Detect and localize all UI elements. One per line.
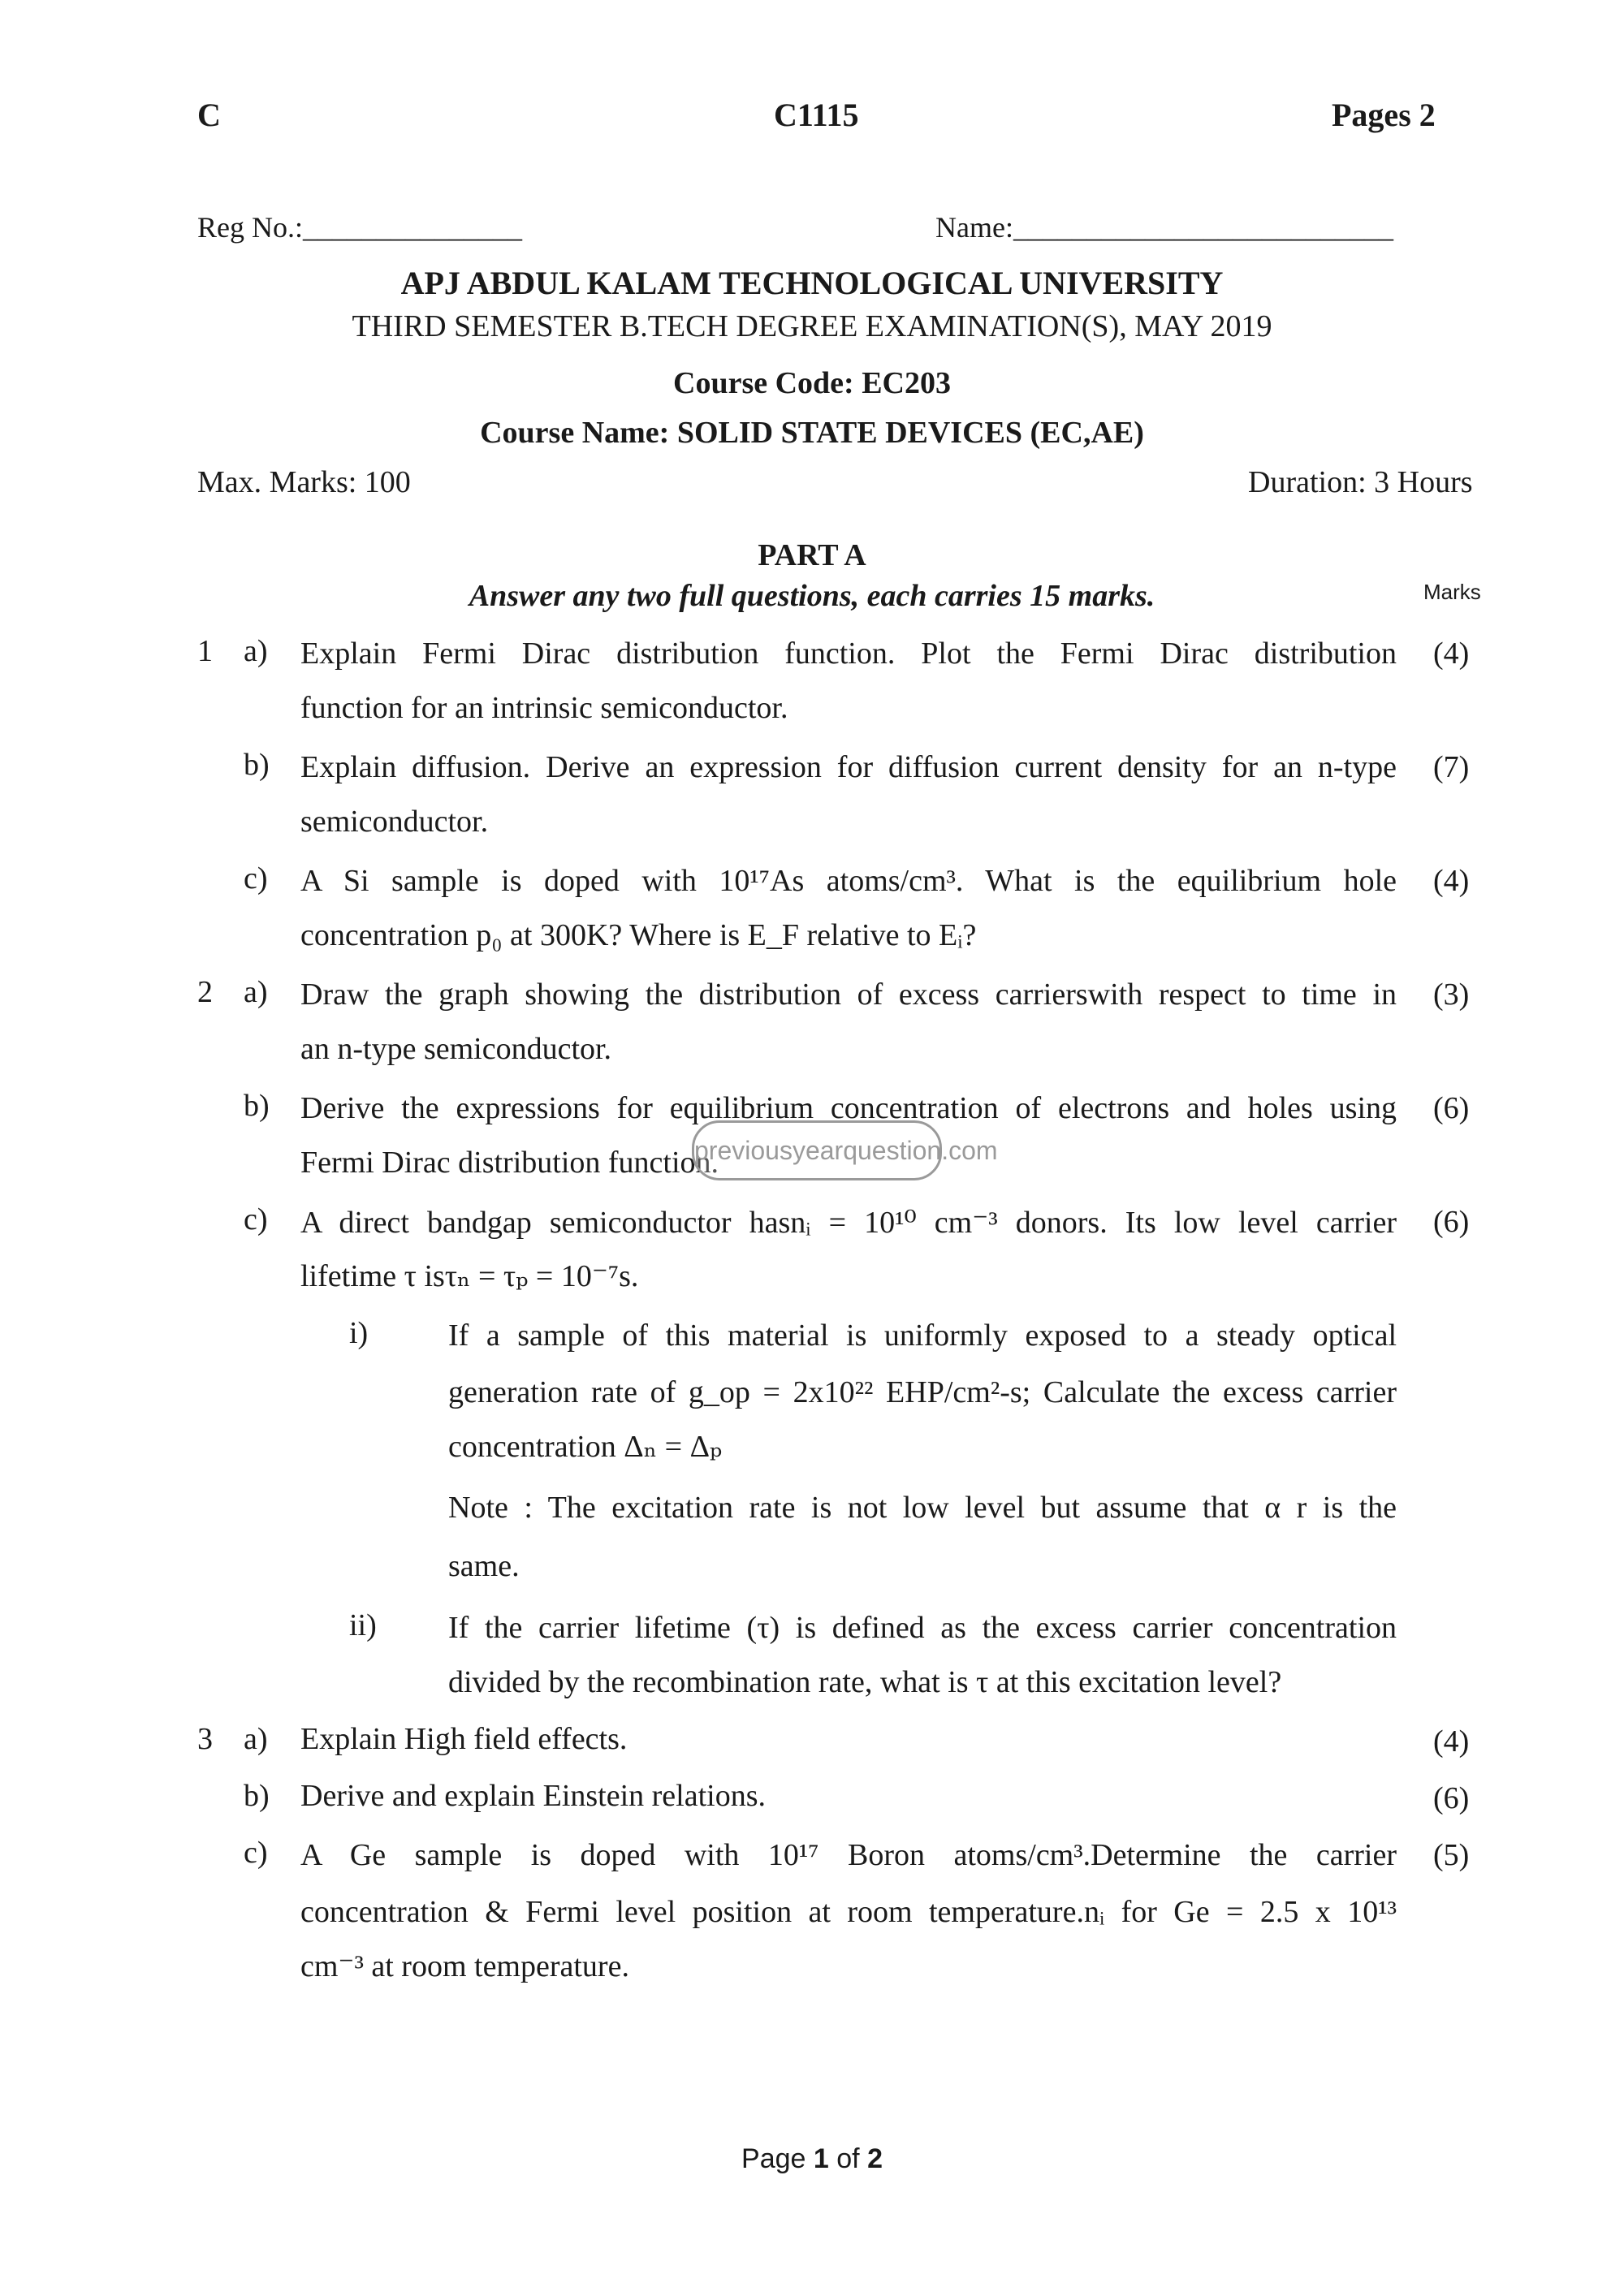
marks-heading: Marks [1423, 580, 1481, 604]
q2b-label: b) [244, 1089, 270, 1123]
q1b-text-line1: Explain diffusion. Derive an expression for diffusion current density for an n-type [300, 750, 1397, 784]
q3b-text: Derive and explain Einstein relations. [300, 1779, 766, 1813]
q2c-i-note: Note : The excitation rate is not low level but assume that α r is the [448, 1491, 1397, 1525]
max-marks: Max. Marks: 100 [197, 465, 411, 499]
q2c-label: c) [244, 1202, 268, 1236]
university-title: APJ ABDUL KALAM TECHNOLOGICAL UNIVERSITY [400, 265, 1224, 301]
q1a-text-line2: function for an intrinsic semiconductor. [300, 691, 788, 725]
q2b-text-line2: Fermi Dirac distribution function. [300, 1146, 719, 1180]
q1-number: 1 [197, 634, 213, 668]
part-title: PART A [758, 538, 866, 572]
q2c-text-line2: lifetime τ isτₙ = τₚ = 10⁻⁷s. [300, 1259, 639, 1293]
q1c-text-line2: concentration p₀ at 300K? Where is E_F relative to Eᵢ? [300, 918, 977, 952]
reg-no-field [197, 210, 522, 244]
q2c-ii-text-line1: If the carrier lifetime (τ) is defined as the excess carrier concentration [448, 1611, 1397, 1645]
q2a-marks: (3) [1433, 978, 1470, 1012]
footer-of-word: of [836, 2143, 860, 2174]
q2c-i-text-line3: concentration Δₙ = Δₚ [448, 1430, 723, 1464]
q2c-i-text-line2: generation rate of g_op = 2x10²² EHP/cm²-s; Calculate the excess carrier [448, 1375, 1397, 1409]
q1a-marks: (4) [1433, 637, 1470, 671]
q2b-text-line1: Derive the expressions for equilibrium concentration of electrons and holes using [300, 1091, 1397, 1125]
reg-no-blank: _______________ [303, 211, 522, 244]
q1a-text-line1: Explain Fermi Dirac distribution function. Plot the Fermi Dirac distribution [300, 637, 1397, 671]
course-code: Course Code: EC203 [673, 366, 951, 400]
q2a-label: a) [244, 975, 268, 1009]
q1c-label: c) [244, 861, 268, 896]
q1b-label: b) [244, 748, 270, 782]
name-field [935, 210, 1393, 244]
q3c-text-line3: cm⁻³ at room temperature. [300, 1949, 629, 1983]
footer-page-word: Page [741, 2143, 806, 2174]
q1a-label: a) [244, 634, 268, 668]
q3c-marks: (5) [1433, 1838, 1470, 1872]
series-letter: C [197, 97, 221, 133]
paper-code: C1115 [774, 97, 859, 133]
q2a-text-line1: Draw the graph showing the distribution of excess carrierswith respect to time in [300, 978, 1397, 1012]
q1c-marks: (4) [1433, 864, 1470, 898]
q2c-text-line1: A direct bandgap semiconductor hasnᵢ = 10¹⁰ cm⁻³ donors. Its low level carrier [300, 1206, 1397, 1240]
reg-no-label: Reg No.: [197, 211, 303, 244]
q3a-label: a) [244, 1722, 268, 1756]
name-blank: __________________________ [1013, 211, 1393, 244]
q2c-i-label: i) [349, 1316, 369, 1350]
page-count: Pages 2 [1332, 97, 1436, 133]
q2c-i-note-line2: same. [448, 1549, 520, 1583]
name-label: Name: [935, 211, 1013, 244]
course-name: Course Name: SOLID STATE DEVICES (EC,AE) [480, 416, 1144, 450]
q3b-label: b) [244, 1779, 270, 1813]
q3c-text-line2: concentration & Fermi level position at room temperature.nᵢ for Ge = 2.5 x 10¹³ [300, 1895, 1397, 1929]
duration: Duration: 3 Hours [1248, 465, 1473, 499]
q2c-ii-label: ii) [349, 1608, 377, 1642]
q3a-marks: (4) [1433, 1724, 1470, 1759]
q2-number: 2 [197, 975, 213, 1009]
q3-number: 3 [197, 1722, 213, 1756]
q3b-marks: (6) [1433, 1781, 1470, 1815]
q2b-marks: (6) [1433, 1091, 1470, 1125]
q2c-i-text-line1: If a sample of this material is uniformly exposed to a steady optical [448, 1318, 1397, 1353]
q3c-text-line1: A Ge sample is doped with 10¹⁷ Boron atoms/cm³.Determine the carrier [300, 1838, 1397, 1872]
q3a-text: Explain High field effects. [300, 1722, 628, 1756]
page-footer [0, 2143, 1624, 2175]
q1b-text-line2: semiconductor. [300, 805, 489, 839]
q1c-text-line1: A Si sample is doped with 10¹⁷As atoms/cm³. What is the equilibrium hole [300, 864, 1397, 898]
part-instruction: Answer any two full questions, each carries 15 marks. [469, 579, 1155, 613]
q2c-marks: (6) [1433, 1205, 1470, 1239]
q3c-label: c) [244, 1836, 268, 1870]
watermark-stamp: previousyearquestion.com [692, 1120, 942, 1180]
exam-title: THIRD SEMESTER B.TECH DEGREE EXAMINATION(S), MAY 2019 [352, 309, 1272, 343]
q2a-text-line2: an n-type semiconductor. [300, 1032, 612, 1066]
q2c-ii-text-line2: divided by the recombination rate, what is τ at this excitation level? [448, 1665, 1282, 1699]
q1b-marks: (7) [1433, 750, 1470, 784]
footer-total-pages: 2 [867, 2143, 883, 2174]
footer-current-page: 1 [813, 2143, 829, 2174]
